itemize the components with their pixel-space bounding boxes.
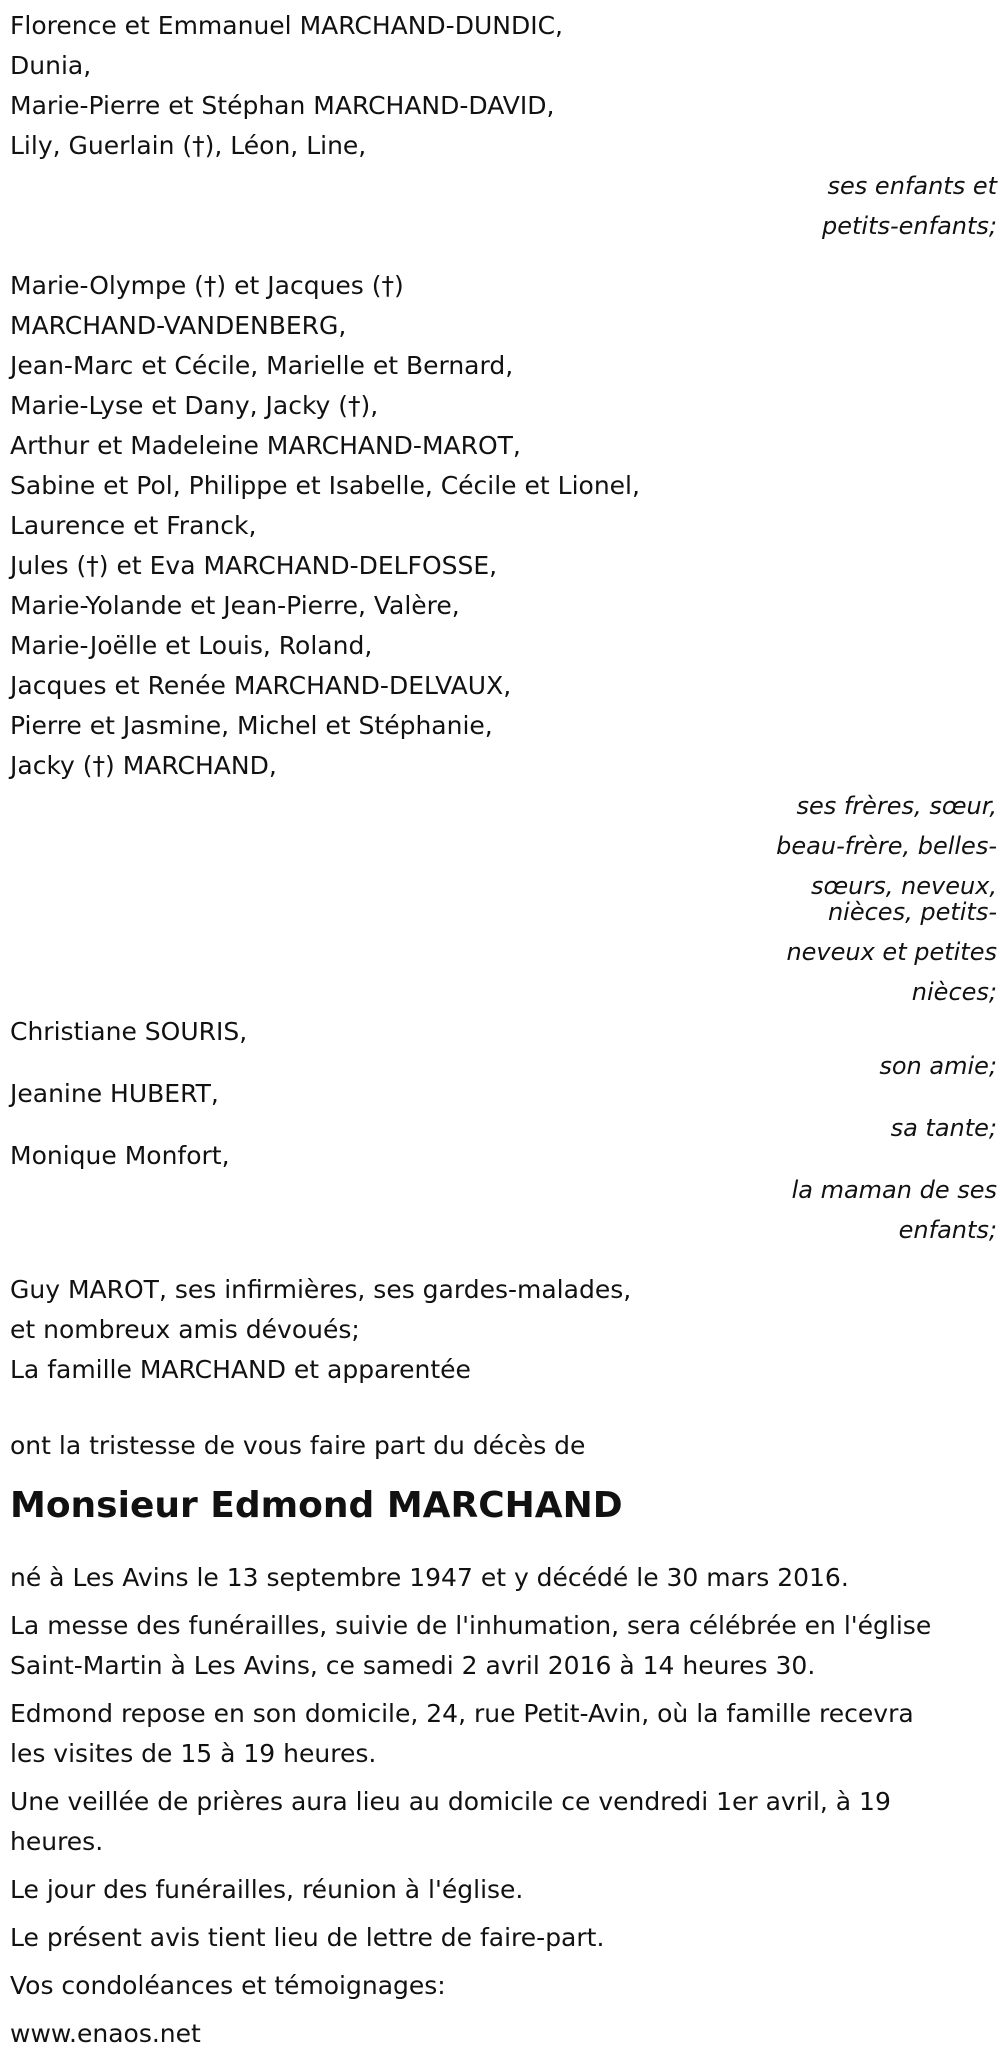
family-line: Jean-Marc et Cécile, Marielle et Bernard, [10, 351, 514, 380]
detail-line: heures. [10, 1827, 104, 1856]
others-group [10, 1270, 1000, 1390]
family-line: MARCHAND-VANDENBERG, [10, 311, 347, 340]
relation-line: enfants; [898, 1216, 997, 1244]
family-line: Marie-Olympe (†) et Jacques (†) [10, 271, 404, 300]
relation-line: sœurs, neveux, [811, 872, 997, 900]
relation-line: neveux et petites [786, 938, 997, 966]
detail-line: Une veillée de prières aura lieu au domicile ce vendredi 1er avril, à 19 [10, 1787, 891, 1816]
detail-line: La messe des funérailles, suivie de l'inhumation, sera célébrée en l'église [10, 1611, 932, 1640]
family-line: Marie-Pierre et Stéphan MARCHAND-DAVID, [10, 91, 555, 120]
others-line: et nombreux amis dévoués; [10, 1315, 360, 1344]
family-line: Arthur et Madeleine MARCHAND-MAROT, [10, 431, 521, 460]
relation-line: sa tante; [890, 1114, 997, 1142]
family-line: Marie-Lyse et Dany, Jacky (†), [10, 391, 379, 420]
meeting-line: Le jour des funérailles, réunion à l'église. [10, 1875, 524, 1904]
rest-paragraph [10, 1694, 1000, 1774]
details-section [10, 1558, 1000, 2054]
family-line: Florence et Emmanuel MARCHAND-DUNDIC, [10, 11, 563, 40]
condolences-line: Vos condoléances et témoignages: [10, 1971, 446, 2000]
mother-name: Monique Monfort, [10, 1141, 230, 1170]
funeral-mass-paragraph [10, 1606, 1000, 1686]
mother-group [10, 1136, 1000, 1250]
family-line: Jules (†) et Eva MARCHAND-DELFOSSE, [10, 551, 498, 580]
relation-siblings [10, 786, 1000, 1012]
others-line: Guy MAROT, ses infirmières, ses gardes-malades, [10, 1275, 632, 1304]
detail-line: les visites de 15 à 19 heures. [10, 1739, 377, 1768]
aunt-name: Jeanine HUBERT, [10, 1079, 219, 1108]
relation-line: nièces; [911, 978, 997, 1006]
announcement-text: ont la tristesse de vous faire part du décès de [10, 1431, 586, 1460]
vigil-paragraph [10, 1782, 1000, 1862]
children-group [10, 6, 1000, 246]
notice-line: Le présent avis tient lieu de lettre de faire-part. [10, 1923, 605, 1952]
deceased-name: Monsieur Edmond MARCHAND [10, 1485, 623, 1526]
family-line: Dunia, [10, 51, 92, 80]
friend-name: Christiane SOURIS, [10, 1017, 248, 1046]
family-line: Marie-Joëlle et Louis, Roland, [10, 631, 373, 660]
family-line: Laurence et Franck, [10, 511, 257, 540]
relation-children [10, 166, 1000, 246]
detail-line: Edmond repose en son domicile, 24, rue Petit-Avin, où la famille recevra [10, 1699, 914, 1728]
relation-mother [10, 1170, 1000, 1250]
relation-line: la maman de ses [791, 1176, 997, 1204]
relation-line: petits-enfants; [822, 212, 997, 240]
relation-line: son amie; [879, 1052, 997, 1080]
website-link[interactable]: www.enaos.net [10, 2019, 201, 2048]
detail-line: Saint-Martin à Les Avins, ce samedi 2 avril 2016 à 14 heures 30. [10, 1651, 816, 1680]
relation-line: ses enfants et [827, 172, 997, 200]
family-line: Jacques et Renée MARCHAND-DELVAUX, [10, 671, 512, 700]
siblings-group [10, 266, 1000, 1012]
family-line: Sabine et Pol, Philippe et Isabelle, Cécile et Lionel, [10, 471, 640, 500]
family-line: Lily, Guerlain (†), Léon, Line, [10, 131, 367, 160]
family-line: Jacky (†) MARCHAND, [10, 751, 277, 780]
obituary-notice [10, 6, 1000, 2062]
relation-line: beau-frère, belles- [776, 832, 997, 860]
others-line: La famille MARCHAND et apparentée [10, 1355, 471, 1384]
birth-death-line: né à Les Avins le 13 septembre 1947 et y décédé le 30 mars 2016. [10, 1563, 849, 1592]
family-line: Pierre et Jasmine, Michel et Stéphanie, [10, 711, 493, 740]
relation-line: nièces, petits- [827, 898, 997, 926]
family-line: Marie-Yolande et Jean-Pierre, Valère, [10, 591, 460, 620]
relation-line: ses frères, sœur, [796, 792, 997, 820]
